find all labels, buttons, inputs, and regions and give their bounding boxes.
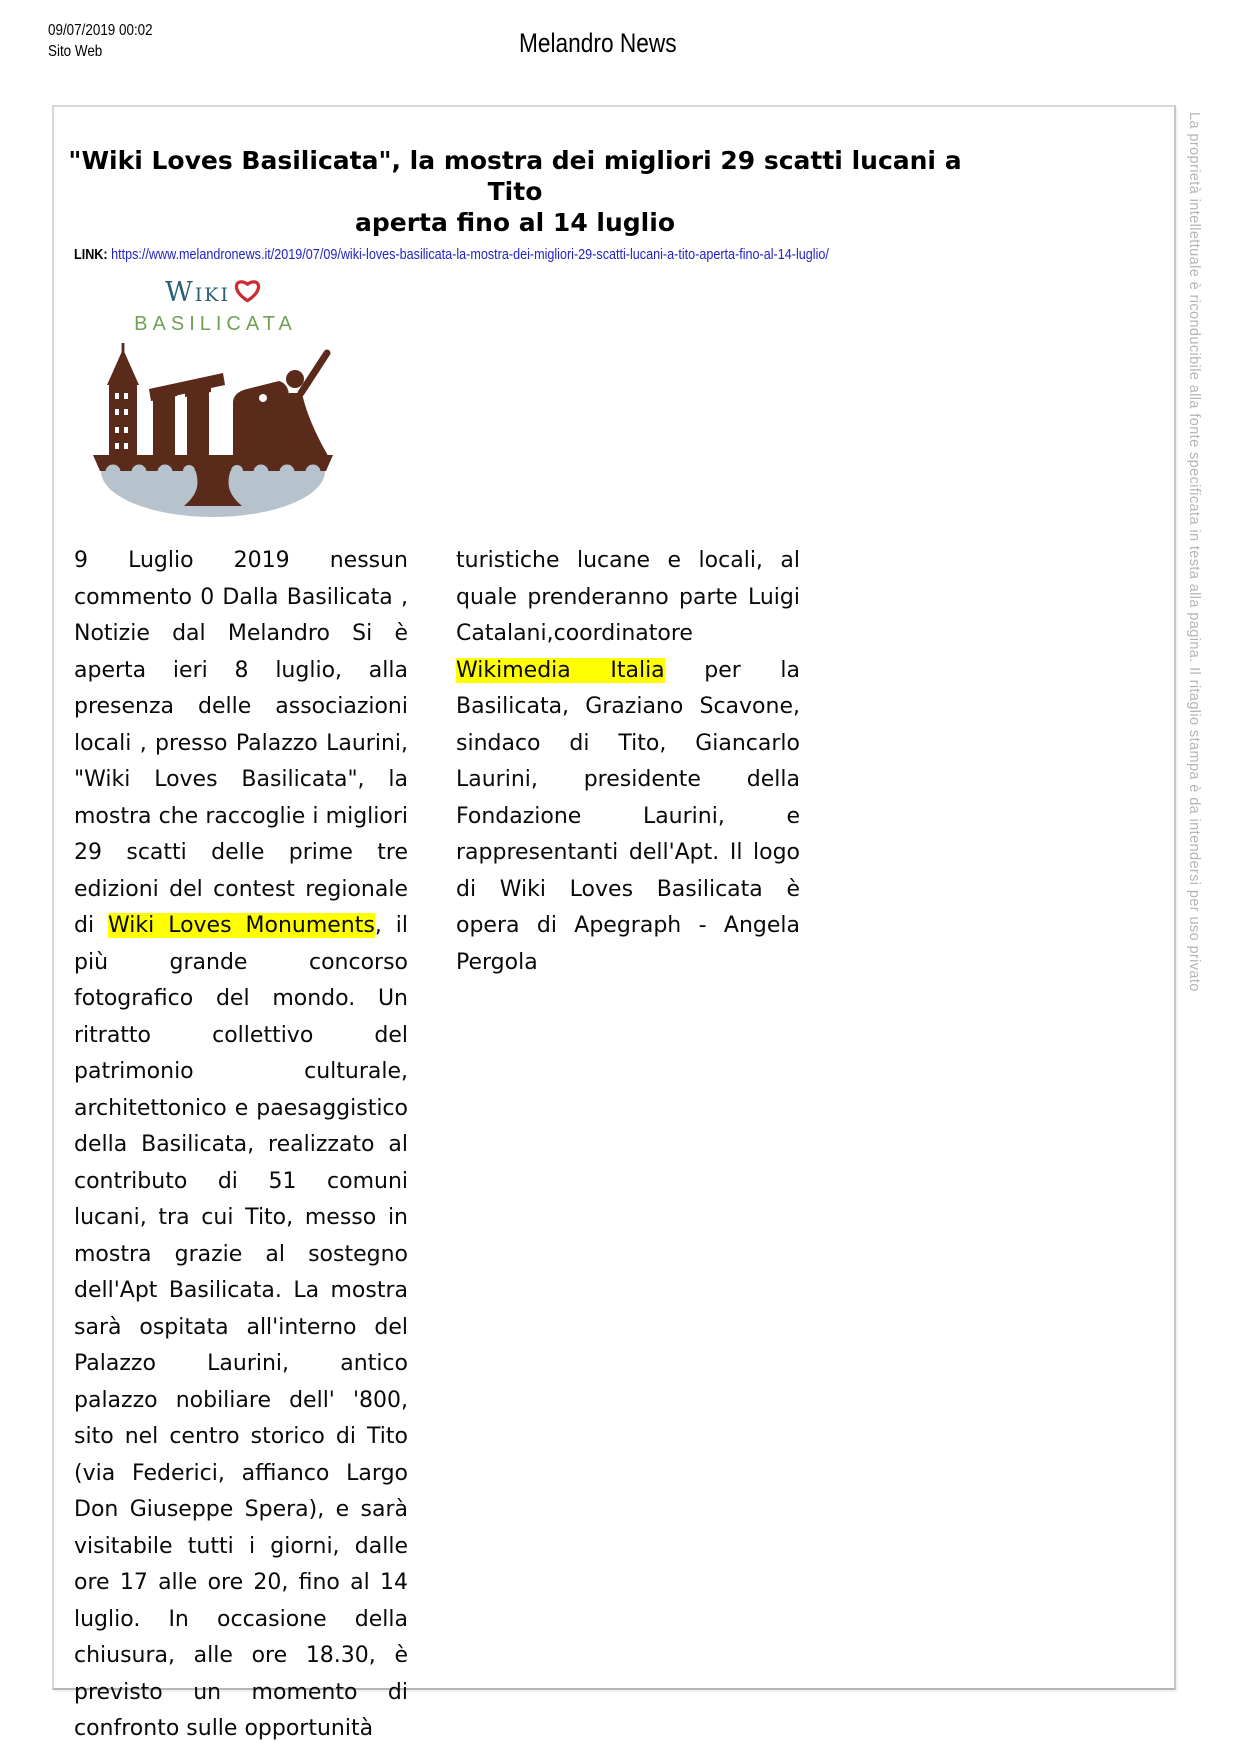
link-line — [74, 246, 1114, 264]
copyright-disclaimer: La proprietà intellettuale è riconducibile alla fonte specificata in testa alla pagina. Il ritaglio stampa è da intendersi per uso privato — [1186, 112, 1202, 992]
article-column-left — [74, 543, 408, 1748]
logo-wiki-text: Wiki — [165, 277, 230, 308]
article-box — [52, 105, 1176, 1741]
body-text: , il più grande concorso fotografico del mondo. Un ritratto collettivo del patrimonio culturale, architettonico e paesaggistico della Basilicata, realizzato al contributo di 51 comuni lucani, tra cui Tito, messo in mostra grazie al sostegno dell'Apt Basilicata. La mostra sarà ospitata all'interno del Palazzo Laurini, antico palazzo nobiliare dell' '800, sito nel centro storico di Tito (via Federici, affianco Largo Don Giuseppe Spera), e sarà visitabile tutti i giorni, dalle ore 17 alle ore 20, fino al 14 luglio. In occasione della chiusura, alle ore 18.30, è previsto un momento di confronto sulle opportunità — [74, 913, 408, 1741]
heart-icon — [234, 278, 261, 311]
link-label: LINK: — [74, 246, 108, 263]
source-type: Sito Web — [48, 43, 103, 60]
monuments-illustration — [92, 339, 334, 519]
article-link[interactable]: https://www.melandronews.it/2019/07/09/wiki-loves-basilicata-la-mostra-dei-migliori-29-scatti-lucani-a-tito-aperta-fino-al-14-luglio/ — [111, 246, 829, 263]
article-title-line1: "Wiki Loves Basilicata", la mostra dei migliori 29 scatti lucani a Tito — [68, 146, 962, 206]
article-column-right — [456, 543, 800, 1748]
body-text: per la Basilicata, Graziano Scavone, sindaco di Tito, Giancarlo Laurini, presidente della Fondazione Laurini, e rappresentanti dell'Apt. Il logo di Wiki Loves Basilicata è opera di Apegraph - Angela Pergola — [456, 657, 801, 975]
article-title — [66, 145, 964, 238]
clipping-date: 09/07/2019 00:02 — [48, 22, 153, 39]
highlighted-text: Wiki Loves Monuments — [108, 913, 375, 938]
wiki-loves-basilicata-logo — [92, 278, 334, 519]
article-title-line2: aperta fino al 14 luglio — [355, 208, 675, 237]
logo-basilicata-text: BASILICATA — [134, 313, 297, 335]
body-text: turistiche lucane e locali, al quale prenderanno parte Luigi Catalani,coordinatore — [456, 548, 800, 646]
publication-header — [0, 28, 1195, 59]
article-body — [74, 543, 1114, 1748]
logo-wordmark — [92, 278, 334, 311]
body-text: 9 Luglio 2019 nessun commento 0 Dalla Basilicata , Notizie dal Melandro Si è aperta ieri 8 luglio, alla presenza delle associazioni locali , presso Palazzo Laurini, "Wiki Loves Basilicata", la mostra che raccoglie i migliori 29 scatti delle prime tre edizioni del contest regionale di — [74, 548, 408, 938]
publication-name: Melandro News — [518, 28, 677, 58]
highlighted-text: Wikimedia Italia — [456, 657, 665, 683]
